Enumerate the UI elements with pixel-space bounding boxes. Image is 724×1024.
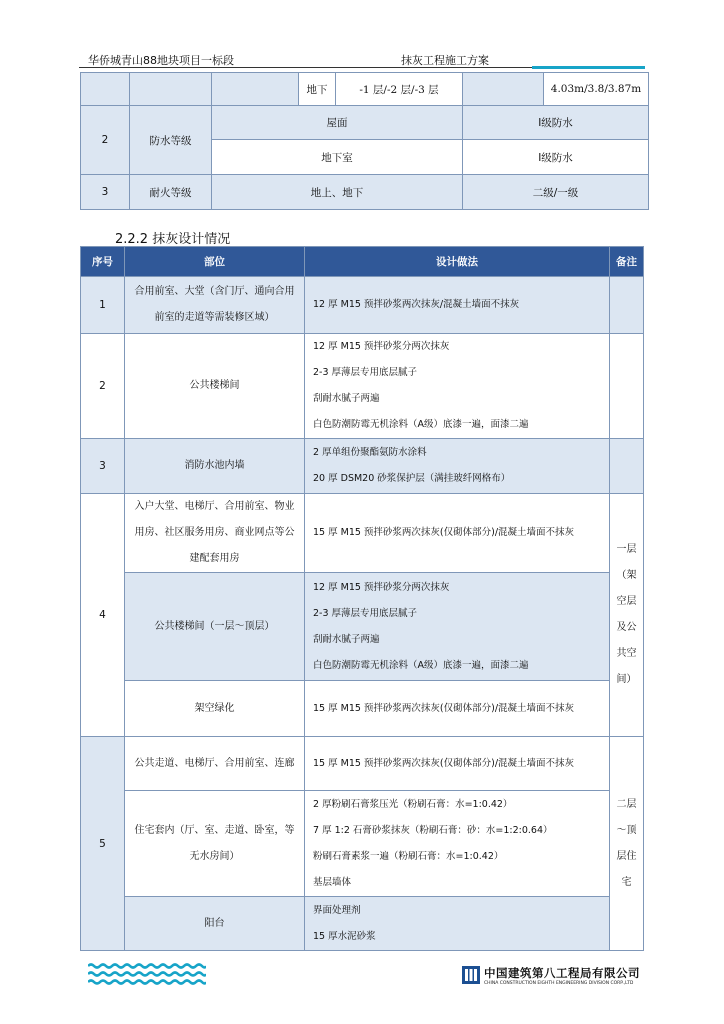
method-line: 2 厚粉刷石膏浆压光（粉刷石膏：水=1:0.42） [313,798,513,810]
cell-no: 5 [81,737,125,951]
table-row [81,334,644,439]
table-row [81,897,644,951]
cell-basement-grade: I级防水 [463,140,649,175]
table-row [81,277,644,334]
cell-part: 消防水池内墙 [125,439,305,494]
header-project-name: 华侨城青山88地块项目一标段 [88,54,234,67]
table-row [81,494,644,573]
building-info-table [80,72,649,210]
method-line: 15 厚水泥砂浆 [313,930,376,942]
cell-fire-grade: 二级/一级 [463,175,649,210]
col-header-no: 序号 [81,247,125,277]
cell-no: 2 [81,106,130,175]
plaster-design-table [80,246,644,951]
cell-method [305,791,610,897]
cell-part: 公共楼梯间 [125,334,305,439]
method-line: 刮耐水腻子两遍 [313,633,380,645]
cell-floors: -1 层/-2 层/-3 层 [336,73,463,106]
section-title: 2.2.2 抹灰设计情况 [115,232,231,247]
company-name-en: CHINA CONSTRUCTION EIGHTH ENGINEERING DIVISION CORP.,LTD [484,981,634,986]
cell-floor-heights: 4.03m/3.8/3.87m [544,73,649,106]
cell-note [610,334,644,439]
method-line: 2 厚单组份聚酯氨防水涂料 [313,447,427,458]
cell-item: 防水等级 [130,106,212,175]
cell-roof-grade: I级防水 [463,106,649,140]
method-line: 15 厚 M15 预拌砂浆两次抹灰(仅砌体部分)/混凝土墙面不抹灰 [313,757,575,769]
cell-part: 公共走道、电梯厅、合用前室、连廊 [125,737,305,791]
table-row [81,791,644,897]
cell-note: 一层（架空层及公共空间） [610,494,644,737]
cell-item: 耐火等级 [130,175,212,210]
cell-note [610,439,644,494]
col-header-note: 备注 [610,247,644,277]
page-header [88,52,636,66]
method-line: 12 厚 M15 预拌砂浆两次抹灰/混凝土墙面不抹灰 [313,299,520,310]
cell-method [305,681,610,737]
cell-no: 3 [81,175,130,210]
method-line: 白色防潮防霉无机涂料（A级）底漆一遍，面漆二遍 [313,419,529,430]
method-line: 2-3 厚薄层专用底层腻子 [313,367,418,378]
col-header-part: 部位 [125,247,305,277]
method-line: 20 厚 DSM20 砂浆保护层（满挂玻纤网格布） [313,473,511,484]
method-line: 12 厚 M15 预拌砂浆分两次抹灰 [313,341,450,352]
table-row [81,681,644,737]
cell-method [305,439,610,494]
cell-method [305,277,610,334]
method-line: 15 厚 M15 预拌砂浆两次抹灰(仅砌体部分)/混凝土墙面不抹灰 [313,702,575,714]
cell-method [305,573,610,681]
table-row [81,737,644,791]
cell-roof: 屋面 [212,106,463,140]
cell-part: 公共楼梯间（一层～顶层） [125,573,305,681]
cell-part: 入户大堂、电梯厅、合用前室、物业用房、社区服务用房、商业网点等公建配套用房 [125,494,305,573]
footer-wave-pattern [88,962,206,988]
table-row [81,73,649,106]
method-line: 基层墙体 [313,876,352,888]
cscec-logo-icon [462,966,480,984]
cell-no: 3 [81,439,125,494]
method-line: 12 厚 M15 预拌砂浆分两次抹灰 [313,581,450,593]
header-accent-bar [532,66,645,69]
cell-note: 二层～顶层住宅 [610,737,644,951]
cell-method [305,334,610,439]
method-line: 白色防潮防霉无机涂料（A级）底漆一遍，面漆二遍 [313,659,529,671]
method-line: 粉刷石膏素浆一遍（粉刷石膏：水=1:0.42） [313,850,504,862]
table-header-row [81,247,644,277]
cell-no: 2 [81,334,125,439]
table-row [81,175,649,210]
method-line: 15 厚 M15 预拌砂浆两次抹灰(仅砌体部分)/混凝土墙面不抹灰 [313,527,575,538]
company-name-cn: 中国建筑第八工程局有限公司 [484,966,640,980]
table-row [81,573,644,681]
table-row [81,106,649,140]
method-line: 7 厚 1:2 石膏砂浆抹灰（粉刷石膏：砂：水=1:2:0.64） [313,824,553,836]
method-line: 界面处理剂 [313,904,361,916]
cell-no: 4 [81,494,125,737]
cell-method [305,897,610,951]
cell-part: 住宅套内（厅、室、走道、卧室，等无水房间） [125,791,305,897]
cell-part: 合用前室、大堂（含门厅、通向合用前室的走道等需装修区域） [125,277,305,334]
cell-part: 架空绿化 [125,681,305,737]
cell-underground: 地下 [299,73,336,106]
cell-part: 阳台 [125,897,305,951]
method-line: 刮耐水腻子两遍 [313,393,380,404]
cell-basement: 地下室 [212,140,463,175]
table-row [81,439,644,494]
header-document-title: 抹灰工程施工方案 [401,54,489,67]
cell-method [305,737,610,791]
cell-method [305,494,610,573]
cell-note [610,277,644,334]
cell-scope: 地上、地下 [212,175,463,210]
cell-no: 1 [81,277,125,334]
method-line: 2-3 厚薄层专用底层腻子 [313,607,418,619]
col-header-method: 设计做法 [305,247,610,277]
